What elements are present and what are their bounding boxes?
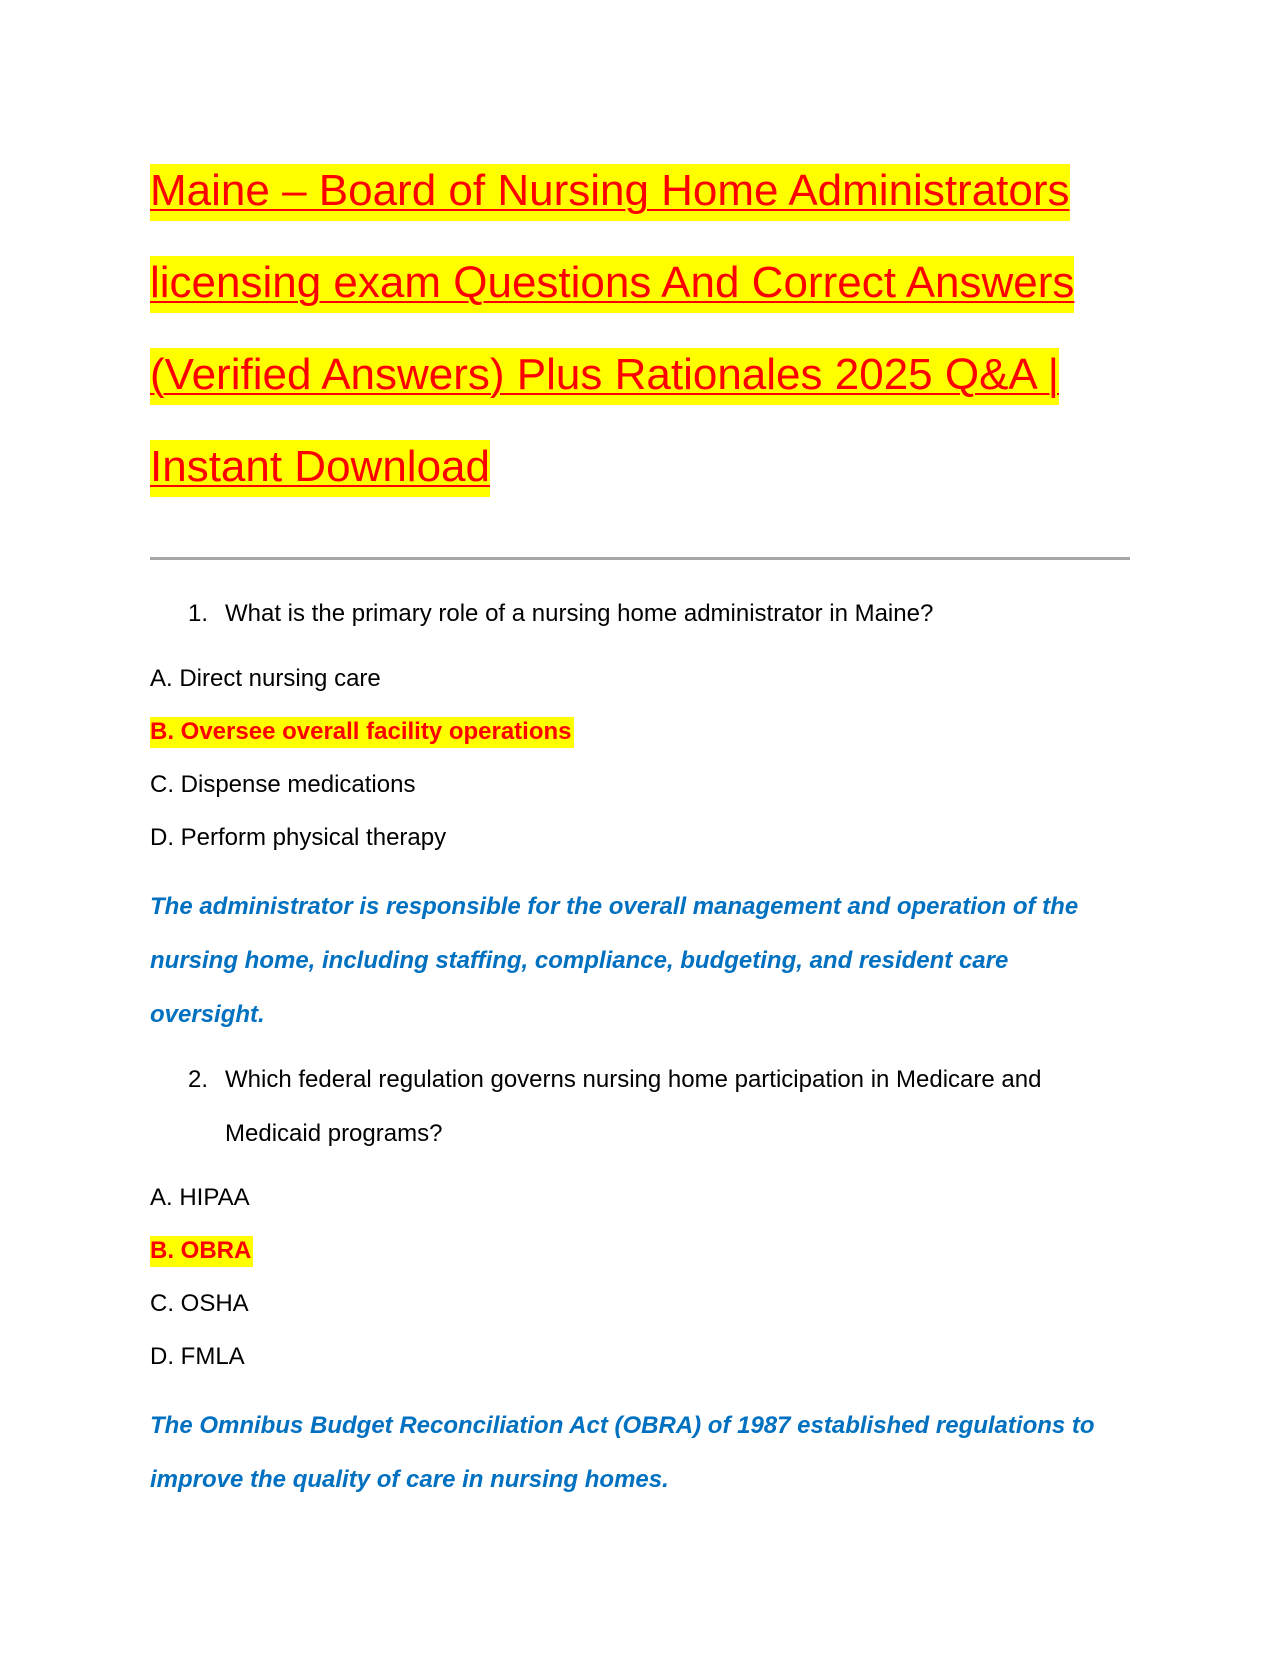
horizontal-divider xyxy=(150,557,1130,560)
answer-option-c: C. OSHA xyxy=(150,1290,249,1317)
question-1 xyxy=(188,587,1105,641)
answer-option-d: D. Perform physical therapy xyxy=(150,824,447,851)
question-text: What is the primary role of a nursing home administrator in Maine? xyxy=(225,600,934,627)
title-line: Instant Download xyxy=(150,421,1140,513)
question-2 xyxy=(188,1053,1105,1161)
answer-option-b-correct: B. Oversee overall facility operations xyxy=(150,715,574,749)
rationale-1: The administrator is responsible for the overall management and operation of the nursing home, including staffing, compliance, budgeting, and resident care oversight. xyxy=(150,893,1079,1028)
answer-option-d: D. FMLA xyxy=(150,1343,245,1370)
document-title xyxy=(150,145,1140,513)
question-number: 1. xyxy=(188,600,209,627)
answer-option-a: A. Direct nursing care xyxy=(150,665,381,692)
title-line: licensing exam Questions And Correct Answers xyxy=(150,237,1140,329)
answer-option-b-correct: B. OBRA xyxy=(150,1234,253,1268)
answer-option-c: C. Dispense medications xyxy=(150,771,416,798)
rationale-2: The Omnibus Budget Reconciliation Act (OBRA) of 1987 established regulations to improve the quality of care in nursing homes. xyxy=(150,1412,1095,1493)
answer-option-a: A. HIPAA xyxy=(150,1184,250,1211)
question-number: 2. xyxy=(188,1066,209,1093)
question-text: Which federal regulation governs nursing home participation in Medicare and Medicaid programs? xyxy=(225,1066,1042,1147)
title-line: Maine – Board of Nursing Home Administrators xyxy=(150,145,1140,237)
title-line: (Verified Answers) Plus Rationales 2025 Q&A | xyxy=(150,329,1140,421)
